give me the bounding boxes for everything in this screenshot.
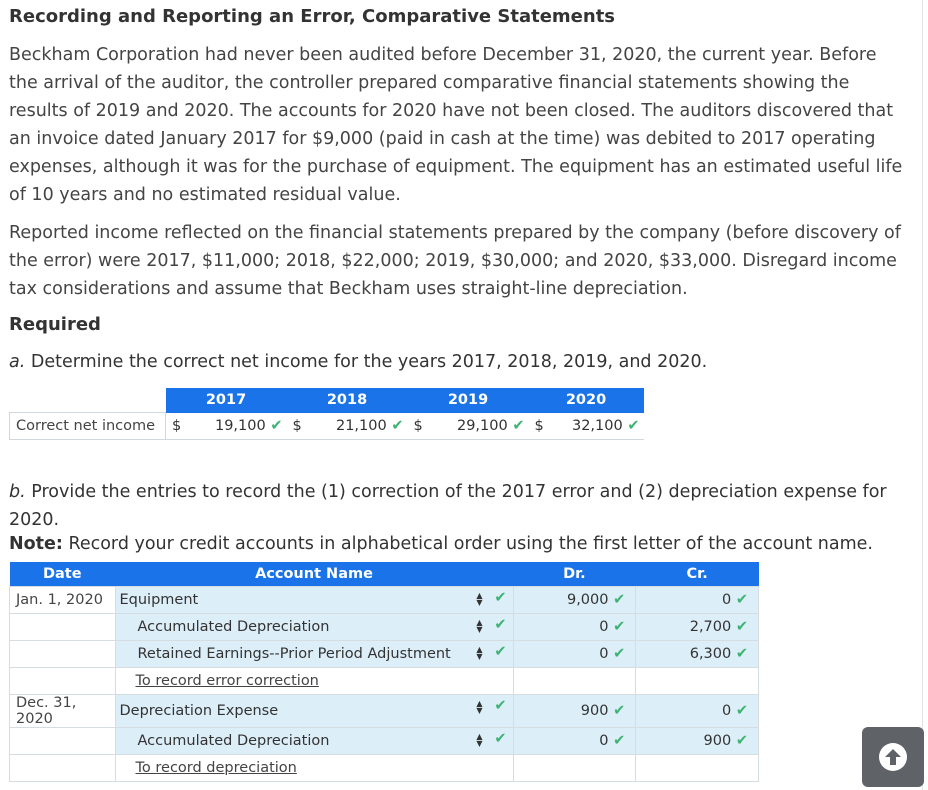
journal-row xyxy=(10,587,759,614)
corner-cell xyxy=(10,388,166,413)
check-icon: ✔ xyxy=(613,619,626,635)
entry-date: Dec. 31, 2020 xyxy=(10,695,116,728)
select-arrows-icon: ▲ ▼ xyxy=(476,699,483,715)
check-icon: ✔ xyxy=(391,417,404,434)
check-icon: ✔ xyxy=(735,619,748,635)
part-a-prefix: a. xyxy=(9,352,26,372)
required-heading: Required xyxy=(9,314,101,335)
check-icon: ✔ xyxy=(735,592,748,608)
date-header: Date xyxy=(10,562,116,587)
row-label: Correct net income xyxy=(10,413,166,440)
page-title: Recording and Reporting an Error, Comparative Statements xyxy=(9,6,616,27)
scroll-top-button[interactable] xyxy=(862,727,924,787)
empty-cell xyxy=(513,668,636,695)
check-icon: ✔ xyxy=(735,733,748,749)
part-b-prefix: b. xyxy=(9,482,26,502)
check-icon: ✔ xyxy=(613,646,626,662)
problem-paragraph-2: Reported income reflected on the financial statements prepared by the company (before discovery of the error) were 2017, $11,000; 2018, $22,000; 2019, $30,000; and 2020, $33,000. Disregard income tax considerations and assume that Beckham uses straight-line depreciation. xyxy=(9,223,901,299)
account-select[interactable]: Equipment ▲ ▼ ✔ xyxy=(115,587,513,614)
check-icon: ✔ xyxy=(494,698,507,714)
memo-text: To record error correction xyxy=(115,668,513,695)
check-icon: ✔ xyxy=(512,417,525,434)
credit-input[interactable]: 0 ✔ xyxy=(636,587,759,614)
check-icon: ✔ xyxy=(494,617,507,633)
account-select[interactable]: Retained Earnings--Prior Period Adjustment ▲ ▼ ✔ xyxy=(115,641,513,668)
entry-date xyxy=(10,641,116,668)
net-income-input-2019[interactable]: 29,100 ✔ xyxy=(430,413,529,440)
journal-memo-row xyxy=(10,755,759,782)
check-icon: ✔ xyxy=(735,703,748,719)
journal-row xyxy=(10,728,759,755)
check-icon: ✔ xyxy=(494,731,507,747)
memo-text: To record depreciation xyxy=(115,755,513,782)
empty-cell xyxy=(10,668,116,695)
debit-input[interactable]: 0 ✔ xyxy=(513,614,636,641)
year-header: 2018 xyxy=(287,388,408,413)
debit-input[interactable]: 900 ✔ xyxy=(513,695,636,728)
check-icon: ✔ xyxy=(613,592,626,608)
year-header: 2017 xyxy=(166,388,287,413)
journal-entry-table xyxy=(9,562,759,782)
credit-input[interactable]: 0 ✔ xyxy=(636,695,759,728)
part-a-question xyxy=(9,352,707,372)
select-arrows-icon: ▲ ▼ xyxy=(476,591,483,607)
arrow-up-icon xyxy=(879,743,907,771)
check-icon: ✔ xyxy=(613,703,626,719)
entry-date xyxy=(10,728,116,755)
account-header: Account Name xyxy=(115,562,513,587)
part-b-text: Provide the entries to record the (1) correction of the 2017 error and (2) depreciation expense for 2020. xyxy=(9,482,887,530)
debit-input[interactable]: 0 ✔ xyxy=(513,728,636,755)
journal-memo-row xyxy=(10,668,759,695)
note-text: Record your credit accounts in alphabetical order using the first letter of the account name. xyxy=(62,534,873,554)
net-income-input-2017[interactable]: 19,100 ✔ xyxy=(188,413,287,440)
net-income-input-2018[interactable]: 21,100 ✔ xyxy=(309,413,408,440)
entry-date xyxy=(10,614,116,641)
check-icon: ✔ xyxy=(494,590,507,606)
empty-cell xyxy=(10,755,116,782)
credit-input[interactable]: 2,700 ✔ xyxy=(636,614,759,641)
dr-header: Dr. xyxy=(513,562,636,587)
year-header: 2019 xyxy=(408,388,529,413)
year-header: 2020 xyxy=(529,388,644,413)
select-arrows-icon: ▲ ▼ xyxy=(476,732,483,748)
note-label: Note: xyxy=(9,534,63,554)
check-icon: ✔ xyxy=(627,417,640,434)
net-income-input-2020[interactable]: 32,100 ✔ xyxy=(551,413,644,440)
net-income-table xyxy=(9,388,644,440)
account-select[interactable]: Accumulated Depreciation ▲ ▼ ✔ xyxy=(115,728,513,755)
cr-header: Cr. xyxy=(636,562,759,587)
currency-symbol: $ xyxy=(166,413,189,440)
currency-symbol: $ xyxy=(408,413,430,440)
debit-input[interactable]: 0 ✔ xyxy=(513,641,636,668)
account-select[interactable]: Accumulated Depreciation ▲ ▼ ✔ xyxy=(115,614,513,641)
problem-paragraph-1: Beckham Corporation had never been audited before December 31, 2020, the current year. Before the arrival of the auditor, the controller prepared comparative financial statements showing the results of 2019 and 2020. The accounts for 2020 have not been closed. The auditors discovered that an invoice dated January 2017 for $9,000 (paid in cash at the time) was debited to 2017 operating expenses, although it was for the purchase of equipment. The equipment has an estimated useful life of 10 years and no estimated residual value. xyxy=(9,45,903,205)
empty-cell xyxy=(636,755,759,782)
select-arrows-icon: ▲ ▼ xyxy=(476,618,483,634)
empty-cell xyxy=(636,668,759,695)
check-icon: ✔ xyxy=(494,644,507,660)
journal-row xyxy=(10,695,759,728)
part-a-text: Determine the correct net income for the years 2017, 2018, 2019, and 2020. xyxy=(25,352,708,372)
empty-cell xyxy=(513,755,636,782)
credit-input[interactable]: 900 ✔ xyxy=(636,728,759,755)
part-b-question xyxy=(9,478,909,534)
journal-row xyxy=(10,641,759,668)
check-icon: ✔ xyxy=(270,417,283,434)
select-arrows-icon: ▲ ▼ xyxy=(476,645,483,661)
account-select[interactable]: Depreciation Expense ▲ ▼ ✔ xyxy=(115,695,513,728)
currency-symbol: $ xyxy=(287,413,309,440)
check-icon: ✔ xyxy=(613,733,626,749)
currency-symbol: $ xyxy=(529,413,551,440)
journal-row xyxy=(10,614,759,641)
note xyxy=(9,534,873,554)
entry-date: Jan. 1, 2020 xyxy=(10,587,116,614)
check-icon: ✔ xyxy=(735,646,748,662)
debit-input[interactable]: 9,000 ✔ xyxy=(513,587,636,614)
credit-input[interactable]: 6,300 ✔ xyxy=(636,641,759,668)
